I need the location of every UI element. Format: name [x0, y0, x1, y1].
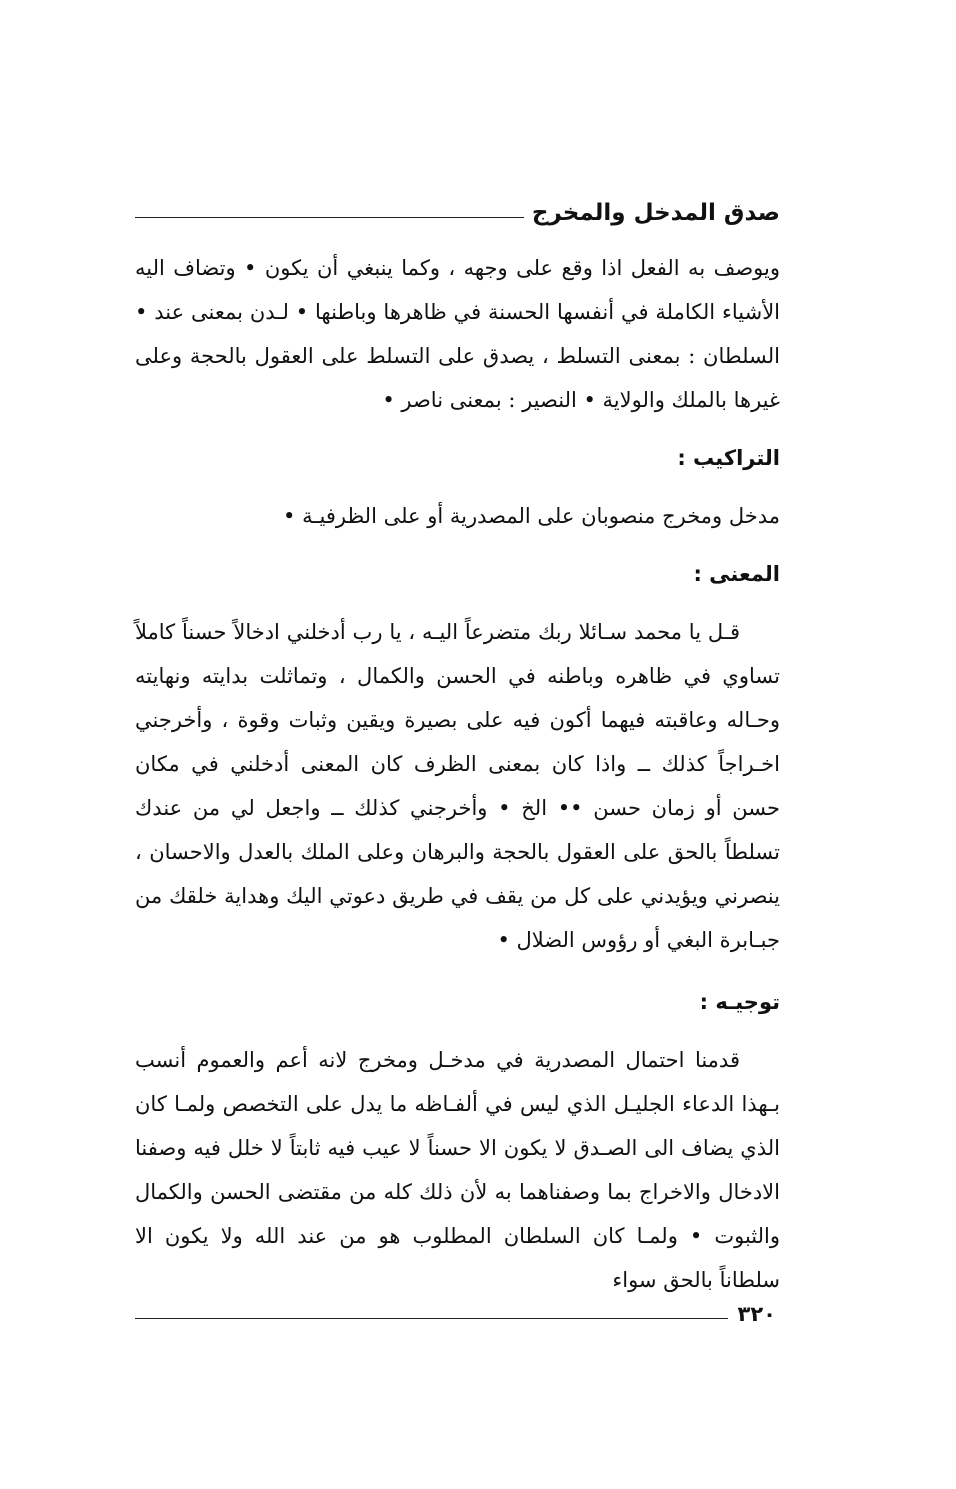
page-number: ٣٢٠ — [737, 1302, 776, 1326]
spacer — [135, 538, 780, 552]
tarakib-heading: التراكيب : — [677, 446, 780, 470]
tawjih-paragraph: قدمنا احتمال المصدرية في مدخـل ومخرج لانه أعم والعموم أنسب بـهذا الدعاء الجليـل الذي ليس في ألفـاظه ما يدل على التخصص ولمـا كان الذي يضاف الى الصـدق لا يكون الا حسناً لا عيب فيه ثابتاً لا خلل فيه وصفنا الادخال والاخراج بما وصفناهما به لأن ذلك كله من مقتضى الحسن والكمال والثبوت • ولمـا كان السلطان المطلوب هو من عند الله ولا يكون الا سلطاناً بالحق سواء — [135, 1048, 780, 1292]
tarakib-paragraph: مدخل ومخرج منصوبان على المصدرية أو على الظرفيـة • — [283, 504, 780, 528]
running-header — [135, 186, 780, 226]
page-footer — [135, 1292, 780, 1326]
maana-heading: المعنى : — [693, 562, 780, 586]
intro-paragraph: ويوصف به الفعل اذا وقع على وجهه ، وكما ينبغي أن يكون • وتضاف اليه الأشياء الكاملة في أنفسها الحسنة في ظاهرها وباطنها • لـدن بمعنى عند • السلطان : بمعنى التسلط ، يصدق على التسلط على العقول بالحجة وعلى غيرها بالملك والولاية • النصير : بمعنى ناصر • — [135, 256, 780, 412]
header-title: صدق المدخل والمخرج — [531, 200, 780, 226]
spacer — [135, 422, 780, 436]
spacer — [135, 1024, 780, 1038]
spacer — [135, 962, 780, 980]
spacer — [135, 480, 780, 494]
tawjih-heading: توجيـه : — [699, 990, 780, 1014]
spacer — [135, 596, 780, 610]
page-body — [135, 246, 780, 1302]
footer-rule — [135, 1318, 728, 1319]
header-rule — [135, 217, 524, 218]
maana-paragraph: قـل يا محمد سـائلا ربك متضرعاً اليـه ، يا رب أدخلني ادخالاً حسناً كاملاً تساوي في ظاهره وباطنه في الحسن والكمال ، وتماثلت بدايته ونهايته وحـاله وعاقبته فيهما أكون فيه على بصيرة ويقين وثبات وقوة ، وأخرجني اخـراجاً كذلك ــ واذا كان بمعنى الظرف كان المعنى أدخلني في مكان حسن أو زمان حسن •• الخ • وأخرجني كذلك ــ واجعل لي من عندك تسلطاً بالحق على العقول بالحجة والبرهان وعلى الملك بالعدل والاحسان ، ينصرني ويؤيدني على كل من يقف في طريق دعوتي اليك وهداية خلقك من جبـابرة البغي أو رؤوس الضلال • — [135, 620, 780, 952]
